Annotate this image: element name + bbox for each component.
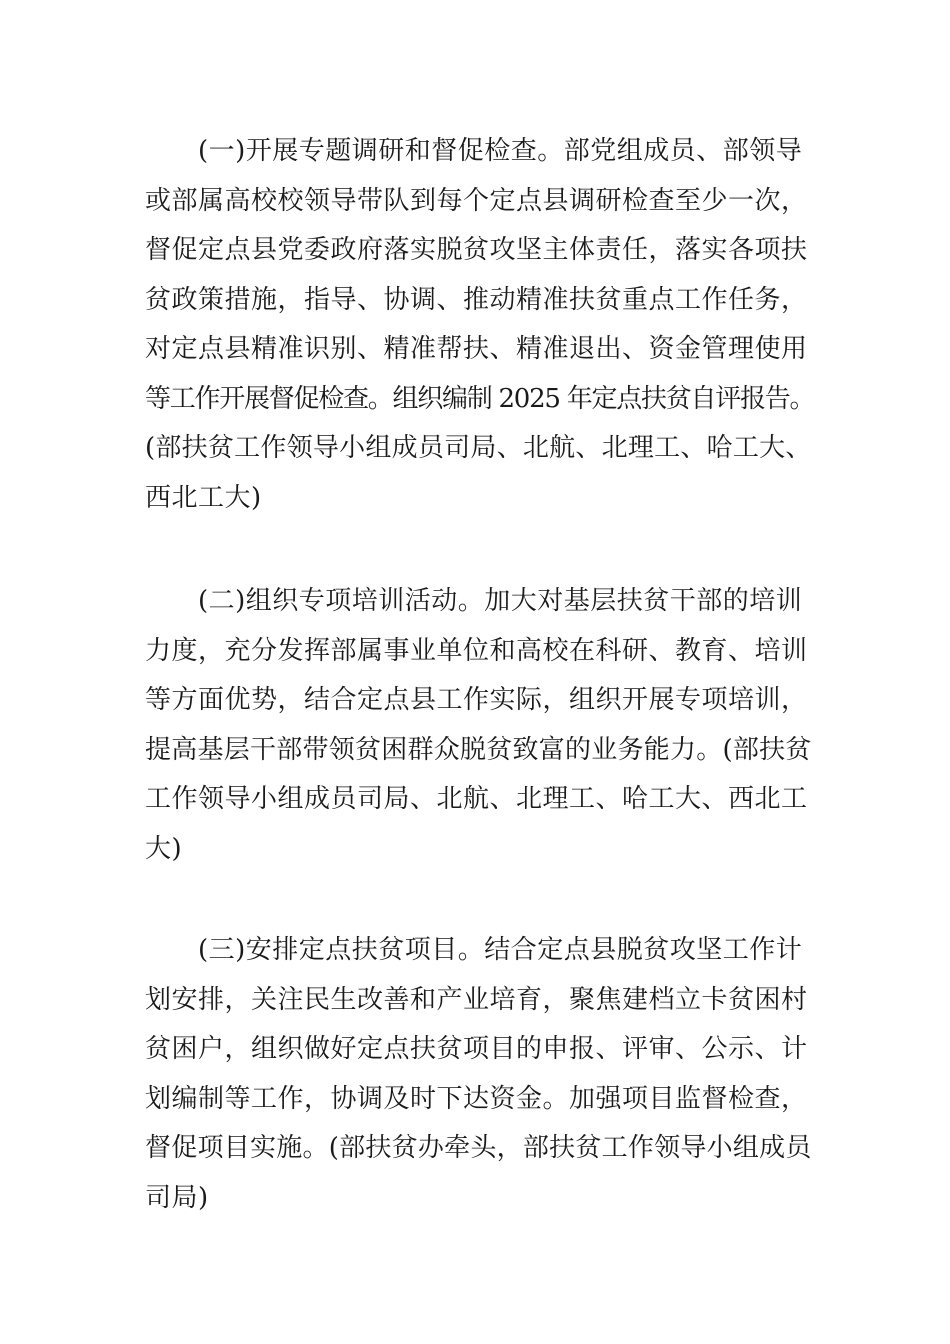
text-line: 划编制等工作，协调及时下达资金。加强项目监督检查， — [145, 1083, 808, 1114]
paragraph-inspection — [145, 127, 815, 523]
text-line: (二)组织专项培训活动。加大对基层扶贫干部的培训 — [145, 586, 803, 616]
text-line: 对定点县精准识别、精准帮扶、精准退出、资金管理使用 — [145, 334, 808, 364]
text-line: 或部属高校校领导带队到每个定点县调研检查至少一次， — [145, 185, 808, 216]
text-line: 贫政策措施，指导、协调、推动精准扶贫重点工作任务， — [145, 284, 808, 315]
paragraph-training — [145, 577, 815, 874]
text-line: 提高基层干部带领贫困群众脱贫致富的业务能力。(部扶贫 — [145, 734, 812, 765]
text-line: 督促定点县党委政府落实脱贫攻坚主体责任，落实各项扶 — [145, 235, 808, 265]
text-line: 司局) — [145, 1182, 209, 1213]
text-line: 工作领导小组成员司局、北航、北理工、哈工大、西北工 — [145, 784, 808, 814]
text-line: 贫困户，组织做好定点扶贫项目的申报、评审、公示、计 — [145, 1034, 808, 1064]
text-line: (部扶贫工作领导小组成员司局、北航、北理工、哈工大、 — [145, 433, 812, 463]
text-line: 等方面优势，结合定点县工作实际，组织开展专项培训， — [145, 685, 808, 715]
text-line: (一)开展专题调研和督促检查。部党组成员、部领导 — [145, 136, 803, 166]
text-line: 等工作开展督促检查。组织编制 2025 年定点扶贫自评报告。 — [145, 383, 815, 414]
paragraph-projects — [145, 926, 815, 1223]
text-line: 督促项目实施。(部扶贫办牵头，部扶贫工作领导小组成员 — [145, 1133, 812, 1163]
text-line: 划安排，关注民生改善和产业培育，聚焦建档立卡贫困村 — [145, 984, 808, 1015]
text-line: 大) — [145, 833, 183, 864]
text-line: (三)安排定点扶贫项目。结合定点县脱贫攻坚工作计 — [145, 935, 803, 965]
text-line: 力度，充分发挥部属事业单位和高校在科研、教育、培训 — [145, 635, 808, 666]
text-line: 西北工大) — [145, 482, 262, 513]
